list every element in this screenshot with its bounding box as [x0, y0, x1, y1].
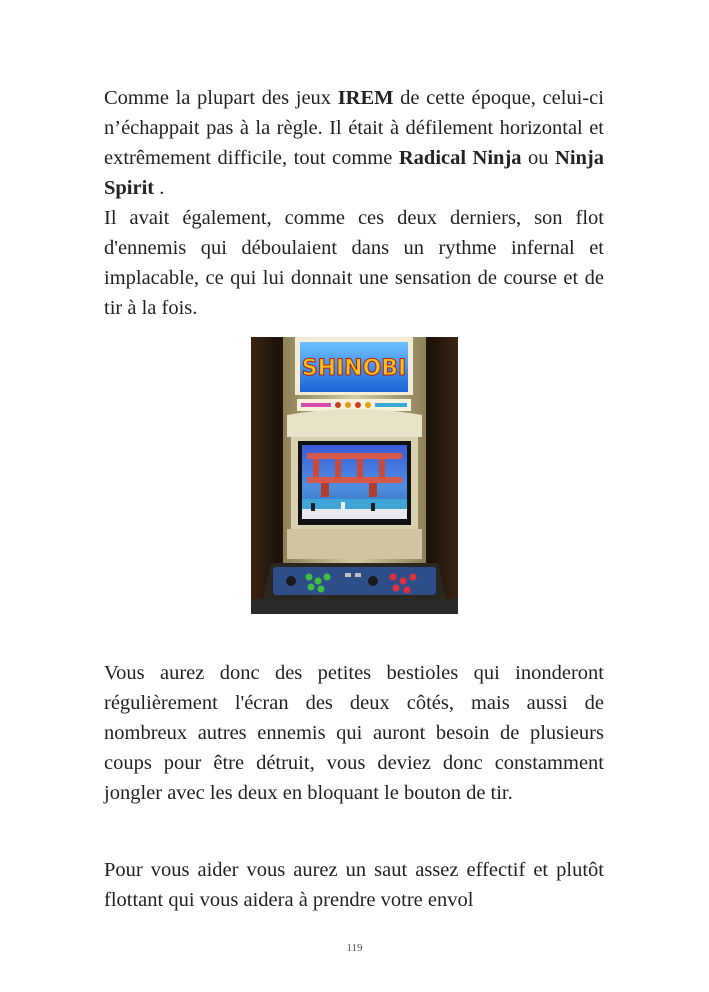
paragraph-4: Pour vous aider vous aurez un saut assez effectif et plutôt flottant qui vous aidera à prendre votre envol [104, 859, 604, 911]
paragraph-1-text-c: ou [521, 147, 556, 169]
paragraph-1-text-b: de cette époque, celui-ci n’échappait pas à la règle. Il était à défilement horizontal et extrêmement difficile, tout comme [104, 87, 604, 169]
paragraph-3: Vous aurez donc des petites bestioles qui inonderont régulièrement l'écran des deux côtés, mais aussi de nombreux autres ennemis qui auront besoin de plusieurs coups pour être détruit, vous deviez donc constamment jongler avec les deux en bloquant le bouton de tir. [104, 662, 604, 804]
paragraph-1 [104, 83, 604, 203]
paragraph-1-text-d: . [154, 177, 165, 199]
bold-radical-ninja: Radical Ninja [398, 147, 522, 169]
bold-irem: IREM [337, 87, 394, 109]
page-number: 119 [346, 942, 363, 954]
arcade-cabinet-photo [251, 337, 458, 614]
paragraph-1-text-a: Comme la plupart des jeux [104, 87, 338, 109]
marquee-logo: SHINOBI [301, 356, 407, 381]
bold-ninja-spirit: Ninja Spirit [104, 147, 605, 199]
paragraph-2: Il avait également, comme ces deux derniers, son flot d'ennemis qui déboulaient dans un rythme infernal et implacable, ce qui lui donnait une sensation de course et de tir à la fois. [104, 207, 604, 319]
